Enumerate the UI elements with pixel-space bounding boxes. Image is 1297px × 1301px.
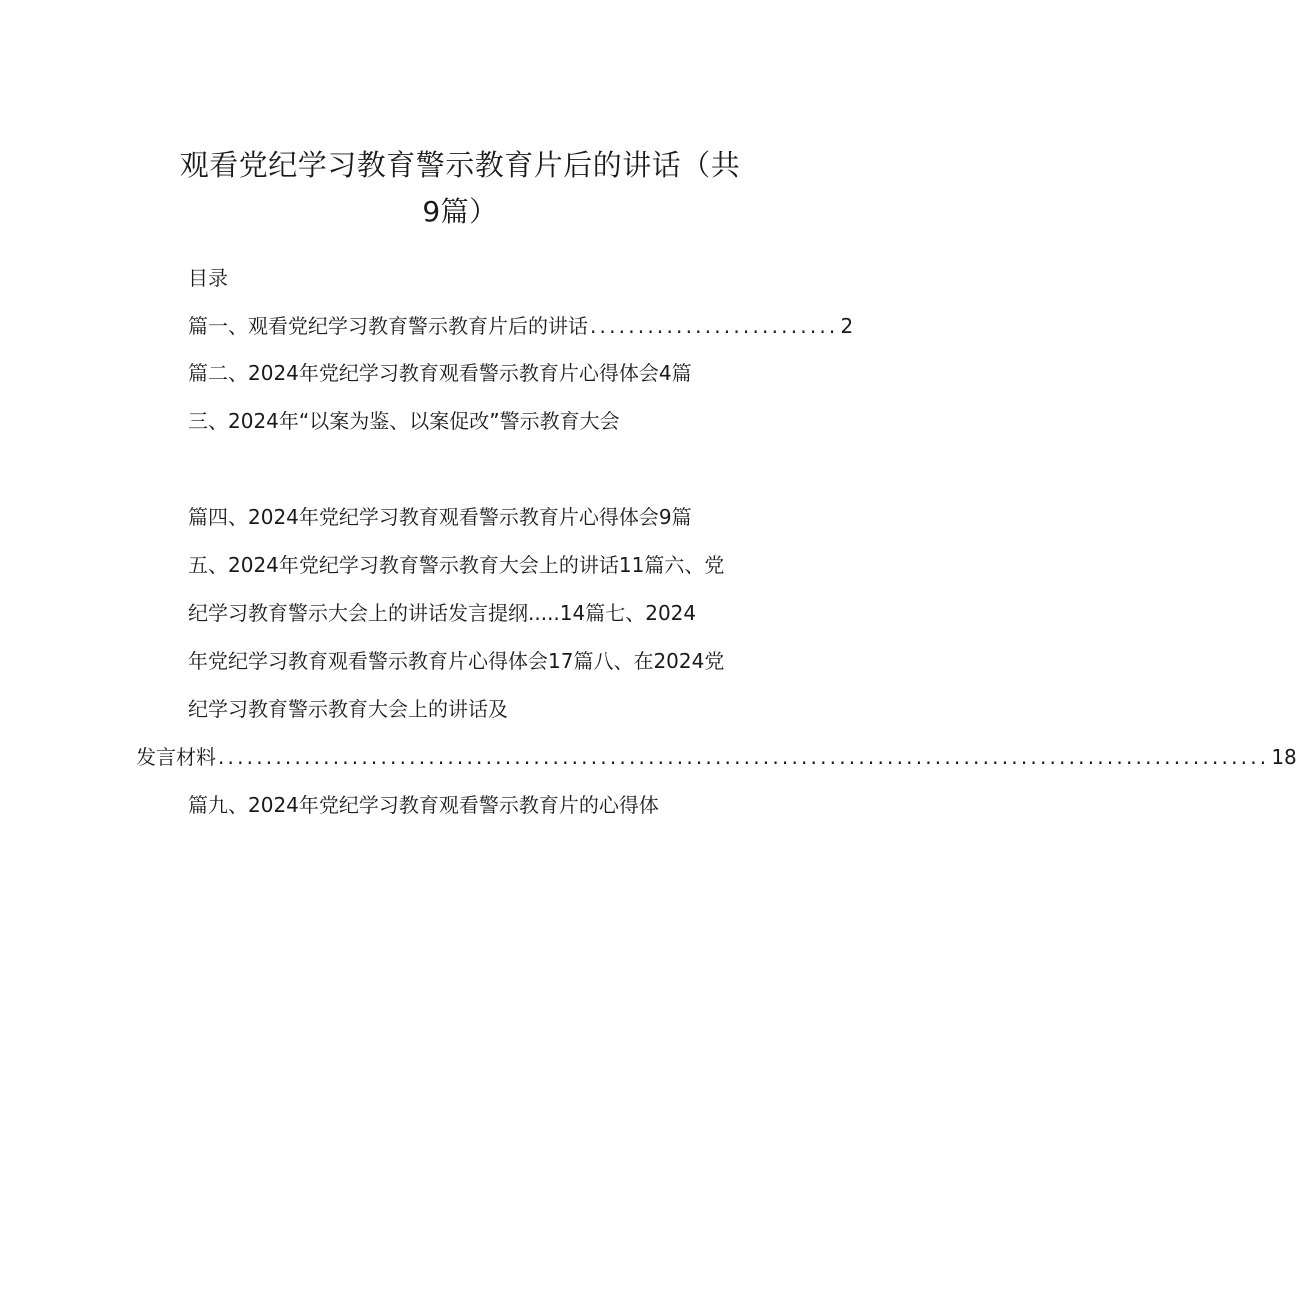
toc-entry-page: 18 — [1271, 745, 1297, 769]
toc-entry-text: 年党纪学习教育观看警示教育片心得体会17篇八、在2024党 — [188, 649, 725, 673]
toc-entry-text: 发言材料 — [136, 745, 216, 769]
toc-entry-text: 纪学习教育警示教育大会上的讲话及 — [188, 697, 508, 721]
toc-entry-leader: .............................................................................................................. — [218, 745, 1270, 769]
toc-entry-2[interactable] — [188, 361, 692, 385]
toc-entry-page: 2 — [840, 314, 854, 338]
toc-entry-4[interactable] — [188, 505, 692, 529]
toc-entry-7[interactable] — [188, 649, 724, 673]
toc-entry-5[interactable] — [188, 553, 724, 577]
toc-entry-leader: .......................... — [590, 314, 839, 338]
toc-entry-text: 篇一、观看党纪学习教育警示教育片后的讲话 — [188, 314, 588, 338]
toc-entry-text: 三、2024年“以案为鉴、以案促改”警示教育大会 — [188, 409, 620, 433]
toc-entry-text: 篇二、2024年党纪学习教育观看警示教育片心得体会4篇 — [188, 361, 692, 385]
toc-entry-8[interactable] — [188, 697, 508, 721]
toc-entry-6[interactable] — [188, 601, 696, 625]
toc-entry-text: 五、2024年党纪学习教育警示教育大会上的讲话11篇六、党 — [188, 553, 725, 577]
toc-entry-9[interactable] — [136, 745, 1297, 769]
toc-entry-text: 纪学习教育警示大会上的讲话发言提纲.....14篇七、2024 — [188, 601, 697, 625]
toc-entry-text: 篇四、2024年党纪学习教育观看警示教育片心得体会9篇 — [188, 505, 692, 529]
toc-entry-1[interactable] — [188, 314, 854, 338]
document-title-line-1: 观看党纪学习教育警示教育片后的讲话（共 — [179, 148, 741, 182]
toc-entry-text: 篇九、2024年党纪学习教育观看警示教育片的心得体 — [188, 793, 659, 817]
toc-heading: 目录 — [188, 266, 228, 290]
document-title-line-2: 9篇） — [422, 195, 498, 228]
toc-entry-10[interactable] — [188, 793, 659, 817]
toc-entry-3[interactable] — [188, 409, 620, 433]
